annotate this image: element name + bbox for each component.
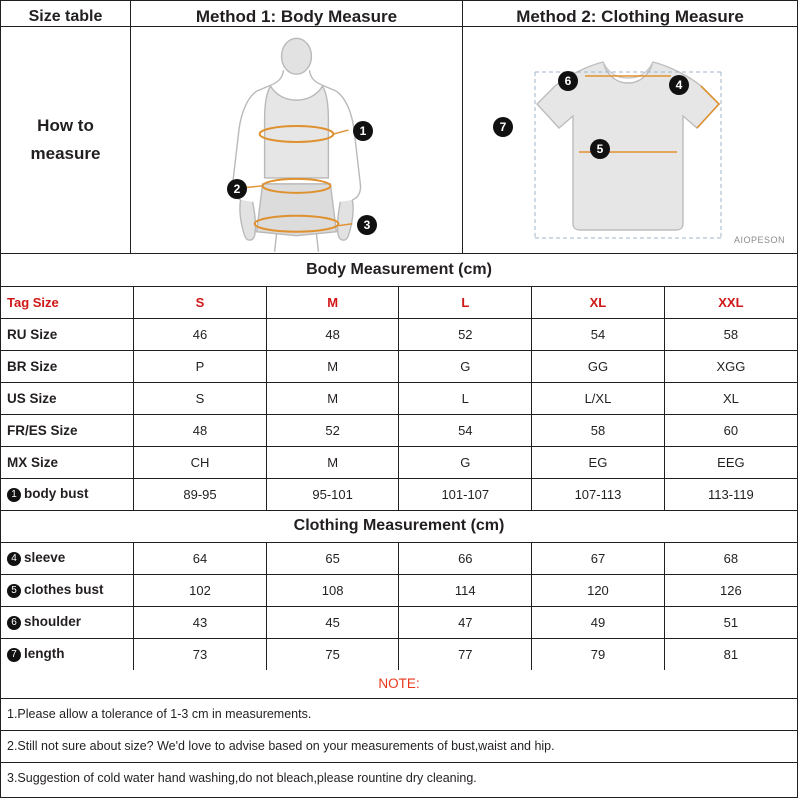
how-to-line-1: How to [37,116,94,135]
cell-br-s: P [134,350,267,382]
badge-1-icon: 1 [7,488,21,502]
cell-br-xxl: XGG [664,350,797,382]
cell-br-m: M [266,350,399,382]
cell-clothesbust-xxl: 126 [664,574,797,606]
tshirt-figure-illustration [463,28,797,252]
badge-5-icon: 5 [7,584,21,598]
badge-7-length: 7 [493,117,513,137]
badge-4-sleeve: 4 [669,75,689,95]
cell-clothesbust-xl: 120 [532,574,665,606]
row-label-body-bust [1,478,134,510]
badge-6-icon: 6 [7,616,21,630]
row-label-br-size: BR Size [1,350,134,382]
how-to-line-2: measure [30,144,101,163]
cell-length-xxl: 81 [723,646,739,662]
column-header-xl: XL [532,286,665,318]
cell-mx-xxl: EEG [664,446,797,478]
body-measurement-title-row [1,254,797,286]
cell-ru-m: 48 [266,318,399,350]
cell-bodybust-m: 95-101 [266,478,399,510]
cell-length-m: 75 [266,638,399,670]
body-table-header-row [1,286,797,318]
clothing-measure-figure-cell [463,27,797,253]
badge-1-body-bust: 1 [353,121,373,141]
row-label-ru-size: RU Size [1,318,134,350]
body-measure-figure-cell [131,27,462,253]
table-row [1,542,797,574]
size-table-column [1,1,131,253]
row-label-length-text: length [24,646,65,662]
cell-fres-s: 48 [134,414,267,446]
cell-mx-s: CH [134,446,267,478]
cell-sleeve-l: 66 [399,542,532,574]
cell-ru-s: 46 [134,318,267,350]
method2-title: Method 2: Clothing Measure [463,1,797,27]
row-label-mx-size: MX Size [1,446,134,478]
badge-5-clothes-bust: 5 [590,139,610,159]
row-label-shoulder-text: shoulder [24,614,82,629]
method1-column [131,1,463,253]
cell-length-s: 73 [134,638,267,670]
badge-3-hip: 3 [357,215,377,235]
cell-shoulder-l: 47 [399,606,532,638]
row-label-body-bust-text: body bust [24,486,89,501]
cell-br-l: G [399,350,532,382]
table-row [1,446,797,478]
cell-clothesbust-s: 102 [134,574,267,606]
cell-us-xl: L/XL [532,382,665,414]
cell-fres-m: 52 [266,414,399,446]
cell-us-xxl: XL [664,382,797,414]
table-row [1,414,797,446]
table-row [1,478,797,510]
table-row [1,350,797,382]
method2-column [463,1,797,253]
note-line-2: 2.Still not sure about size? We'd love to advise based on your measurements of bust,waist and hip. [1,731,797,763]
table-row [1,574,797,606]
cell-bodybust-s: 89-95 [134,478,267,510]
clothing-measurement-title: Clothing Measurement (cm) [1,510,797,542]
cell-sleeve-s: 64 [134,542,267,574]
body-measurement-table [1,254,797,670]
column-header-m: M [266,286,399,318]
cell-clothesbust-m: 108 [266,574,399,606]
row-label-sleeve [1,542,134,574]
body-figure-illustration [131,28,462,252]
cell-length-l: 77 [399,638,532,670]
cell-shoulder-xl: 49 [532,606,665,638]
badge-6-shoulder: 6 [558,71,578,91]
cell-sleeve-m: 65 [266,542,399,574]
notes-section [1,670,797,797]
table-row [1,318,797,350]
row-label-clothes-bust-text: clothes bust [24,582,104,597]
cell-shoulder-m: 45 [266,606,399,638]
row-label-fr-es-size: FR/ES Size [1,414,134,446]
column-header-l: L [399,286,532,318]
badge-7-icon: 7 [7,648,21,662]
cell-mx-l: G [399,446,532,478]
cell-shoulder-xxl: 51 [664,606,797,638]
cell-shoulder-s: 43 [134,606,267,638]
clothing-measurement-title-row [1,510,797,542]
column-header-xxl: XXL [664,286,797,318]
note-line-1: 1.Please allow a tolerance of 1-3 cm in measurements. [1,699,797,731]
cell-bodybust-xxl: 113-119 [664,478,797,510]
cell-fres-l: 54 [399,414,532,446]
cell-sleeve-xl: 67 [532,542,665,574]
cell-ru-l: 52 [399,318,532,350]
cell-mx-m: M [266,446,399,478]
cell-fres-xxl: 60 [664,414,797,446]
brand-watermark: AIOPESON [733,235,785,245]
column-header-tag-size: Tag Size [1,286,134,318]
badge-4-icon: 4 [7,552,21,566]
row-label-clothes-bust [1,574,134,606]
badge-2-waist: 2 [227,179,247,199]
cell-clothesbust-l: 114 [399,574,532,606]
cell-us-l: L [399,382,532,414]
table-row [1,638,797,670]
column-header-s: S [134,286,267,318]
cell-length-xl: 79 [532,638,665,670]
cell-ru-xl: 54 [532,318,665,350]
cell-us-s: S [134,382,267,414]
cell-mx-xl: EG [532,446,665,478]
size-table-title: Size table [1,1,130,27]
note-title: NOTE: [1,670,797,699]
row-label-us-size: US Size [1,382,134,414]
table-row [1,382,797,414]
cell-br-xl: GG [532,350,665,382]
cell-us-m: M [266,382,399,414]
cell-sleeve-xxl: 68 [664,542,797,574]
row-label-length [1,638,134,670]
row-label-shoulder [1,606,134,638]
row-label-sleeve-text: sleeve [24,550,66,565]
note-line-3: 3.Suggestion of cold water hand washing,do not bleach,please rountine dry cleaning. [7,771,477,785]
how-to-measure-cell [1,27,130,253]
cell-bodybust-l: 101-107 [399,478,532,510]
cell-bodybust-xl: 107-113 [532,478,665,510]
cell-fres-xl: 58 [532,414,665,446]
method1-title: Method 1: Body Measure [131,1,462,27]
illustration-band [1,1,797,254]
cell-ru-xxl: 58 [664,318,797,350]
how-to-measure-label [31,112,101,168]
body-measurement-title: Body Measurement (cm) [1,254,797,286]
table-row [1,606,797,638]
